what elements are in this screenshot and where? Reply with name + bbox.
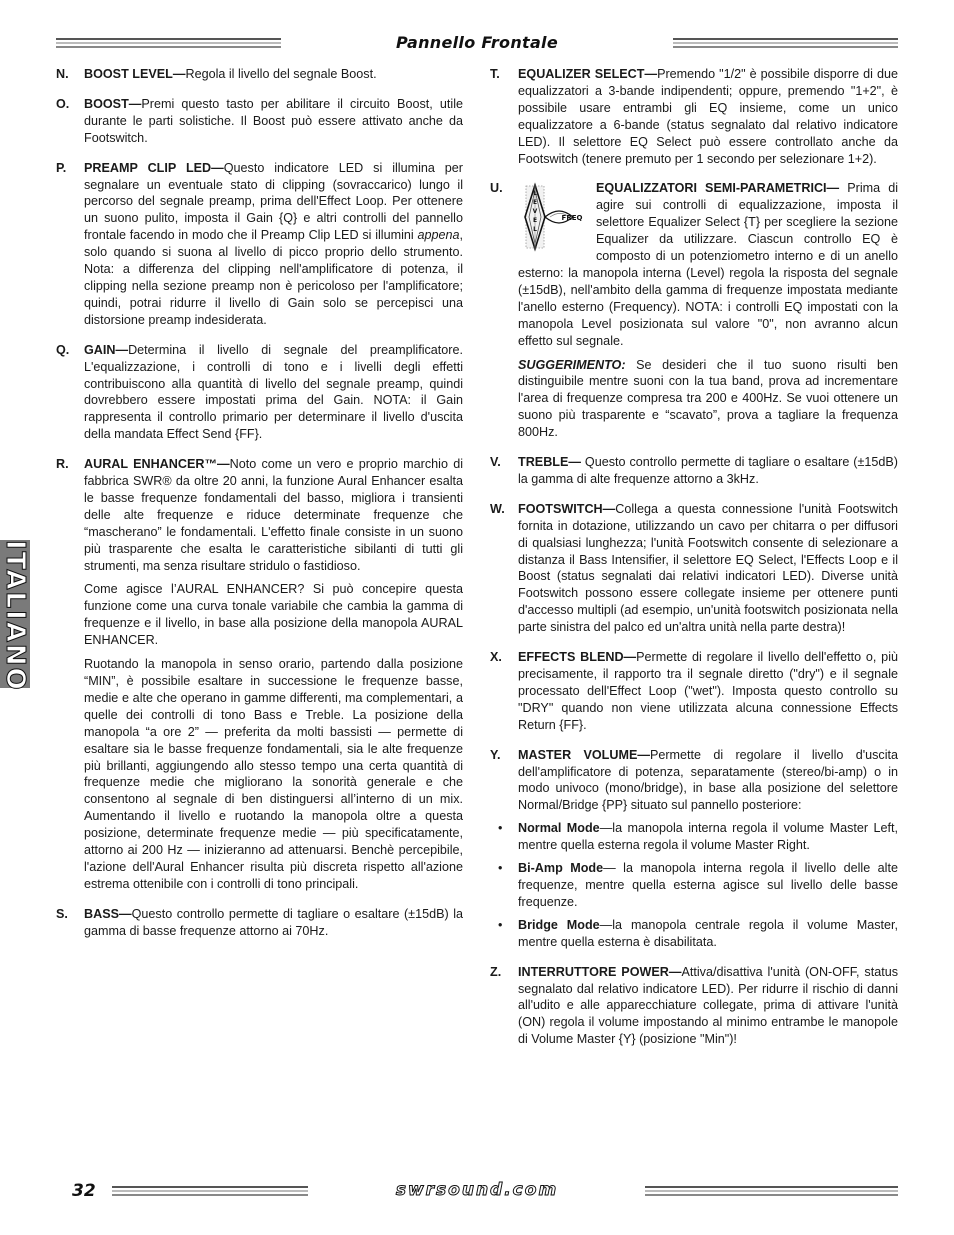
item-letter: S.: [56, 906, 68, 921]
mode-text: — la manopola interna regola il livello delle alte frequenze, mentre quella esterna agisce sul livello delle basse frequenze.: [518, 861, 898, 909]
eq-knob-diagram: [520, 182, 588, 252]
level-letter-2: E: [532, 199, 538, 207]
list-item: [490, 860, 898, 911]
level-letter-5: L: [533, 226, 537, 234]
item-term: EQUALIZER SELECT—: [518, 67, 658, 81]
item-letter: X.: [490, 650, 502, 665]
mode-text: —la manopola interna regola il volume Master Left, mentre quella esterna regola il volume Master Right.: [518, 821, 898, 853]
item-text: Questo controllo permette di tagliare o esaltare (±15dB) la gamma di basse frequenze attorno ai 70Hz.: [84, 906, 463, 938]
item-o: [56, 96, 463, 147]
item-term: INTERRUTTORE POWER—: [518, 964, 682, 979]
eq-knob-icon: [520, 182, 588, 252]
item-term: EFFECTS BLEND—: [518, 650, 637, 665]
item-letter: P.: [56, 160, 67, 175]
item-x: [490, 649, 898, 734]
footer-website[interactable]: swrsound.com: [395, 1180, 559, 1200]
item-text: Questo controllo permette di tagliare o esaltare (±15dB) la gamma di alte frequenze attorno a 3kHz.: [518, 455, 898, 486]
tip-text: Se desideri che il tuo suono risulti ben distinguibile mentre suoni con la tua band, prova ad incrementare l'area di frequenze compresa tra 200 e 400Hz. Se vuoi ottenere un suono più trasparente e “scavato”, prova a tagliare la frequenza 800Hz.: [518, 357, 898, 440]
page-number: 32: [72, 1181, 96, 1201]
item-q: [56, 342, 463, 443]
list-item: [490, 820, 898, 854]
tip-label: SUGGERIMENTO:: [518, 357, 626, 372]
item-p: [56, 160, 463, 329]
mode-term: Bridge Mode: [518, 917, 600, 932]
item-s: [56, 906, 463, 940]
level-letter-4: E: [532, 217, 538, 225]
item-term: BASS—: [84, 906, 132, 921]
item-term: EQUALIZZATORI SEMI-PARAMETRICI—: [596, 181, 840, 196]
item-text: Premendo "1/2" è possibile disporre di due equalizzatori a 3-bande indipendenti; oppure, premendo "1+2", è possibile usare entrambi gli EQ insieme, come un unico equalizzatore a 6-bande (status segnalato dal relativo indicatore LED). Il selettore EQ Select può essere controllato anche da Footswitch (tenere premuto per 1 secondo per selezionare 1+2).: [518, 67, 898, 166]
item-text: Questo indicatore LED si illumina per segnalare un eventuale stato di clipping (sovraccarico) lungo il percorso del segnale preamp, prima dell'Effect Loop. Per ottenere un suono pulito, imposta il Gain {Q} e altri controlli del pannello frontale facendo in modo che il Preamp Clip LED si illumini: [84, 160, 464, 243]
item-text: , solo quando si suona al livello di picco proprio dello strumento. Nota: a differenza del clipping nell'amplificatore di potenza, il clipping nella sezione preamp non è pericoloso per l'amplificatore; quindi, potrai ridurre il livello di Gain solo se percepisci una distorsione preamp indesiderata.: [84, 228, 463, 327]
item-text: Noto come un vero e proprio marchio di fabbrica SWR® da oltre 20 anni, la funzione Aural Enhancer esalta le basse frequenze fondamentali del basso, migliora i transienti delle alte frequenze e riduce determinate frequenze che “mascherano” le fondamentali. L'effetto finale consiste in un suono più trasparente che esalta le caratteristiche sibilanti di tutti gli strumenti, ma senza risultare stridulo o fastidioso.: [84, 457, 463, 573]
item-y: [490, 747, 898, 815]
item-text: Regola il livello del segnale Boost.: [185, 67, 377, 81]
item-paragraph: Ruotando la manopola in senso orario, partendo dalla posizione “MIN”, è possibile esaltare in successione le frequenze basse, medie e alte che operano in gamme differenti, ma complementari, a quelle dei controlli di tono Bass e Treble. La posizione della manopola “a ore 2” — preferita da molti bassisti — permette di esaltare sia le basse frequenze fondamentali, sia le alte frequenze più brillanti, aggiungendo allo stesso tempo una certa quantità di frequenze medie che migliorano la sonorità generale e che consentono al segnale di ben distinguersi all’interno di un mix. Aumentando il livello e ruotando la manopola oltre a questa posizione, determinate frequenze medie — più specificatamente, attorno ai 200 Hz — inizieranno ad attenuarsi. Benchè percepibile, l'azione dell'Aural Enhancer risulta più discreta rispetto all'azione estrema ottenibile con i controlli di tono principali.: [84, 657, 463, 891]
item-term: FOOTSWITCH—: [518, 501, 616, 516]
mode-text: —la manopola centrale regola il volume Master, mentre quella esterna è disabilitata.: [518, 917, 898, 949]
master-volume-modes-list: [490, 820, 898, 950]
item-term: GAIN—: [84, 342, 129, 357]
item-letter: R.: [56, 457, 69, 472]
left-column: [56, 66, 463, 953]
item-text-emphasis: appena: [417, 228, 460, 243]
list-item: [490, 917, 898, 951]
item-text: Collega a questa connessione l'unità Footswitch fornita in dotazione, utilizzando un cavo per chitarra o per diffusori di qualsiasi lunghezza; l'unità Footswitch consente di selezionare a distanza il Bass Intensifier, il selettore EQ Select, l'Effects Loop e il Boost (status segnalati dai relativi indicatori LED). Diverse unità Footswitch possono essere collegate insieme per ottenere punti d'accesso multipli (ad esempio, un'unità footswitch posizionata nella parte sinistra del palco ed un'altra unità nella parte destra)!: [518, 501, 898, 635]
item-r: [56, 456, 463, 893]
mode-term: Bi-Amp Mode: [518, 861, 604, 876]
item-n: [56, 66, 463, 83]
item-letter: Y.: [490, 747, 501, 762]
bullet-dot: •: [498, 861, 503, 876]
item-term: TREBLE—: [518, 455, 581, 470]
item-term: BOOST—: [84, 96, 142, 111]
item-text: Permette di regolare il livello d'uscita dell'amplificatore di potenza, separatamente (stereo/bi-amp) o in modo univoco (mono/bridge), in base alla posizione del selettore Normal/Bridge {PP} situato sul pannello posteriore:: [518, 747, 898, 813]
item-letter: W.: [490, 501, 505, 516]
item-letter: Q.: [56, 342, 70, 357]
mode-term: Normal Mode: [518, 821, 600, 836]
item-w: [490, 501, 898, 636]
item-v: [490, 454, 898, 488]
item-term: MASTER VOLUME—: [518, 747, 650, 762]
level-letter-1: L: [533, 190, 537, 198]
bullet-dot: •: [498, 917, 503, 932]
level-letter-3: V: [532, 208, 538, 216]
freq-label: FREQ: [561, 214, 583, 223]
item-z: [490, 964, 898, 1049]
item-term: AURAL ENHANCER™—: [84, 457, 230, 472]
language-side-label: ITALIANO: [0, 540, 30, 692]
item-text: Premi questo tasto per abilitare il circuito Boost, utile durante le parti solistiche. Il Boost può essere attivato anche da Footswitch.: [84, 96, 463, 145]
item-text: Attiva/disattiva l'unità (ON-OFF, status segnalato dal relativo indicatore LED). Per ridurre il rischio di danni all'udito e alle apparecchiature collegate, prima di attivare l'unità (ON) regola il volume impostando al minimo entrambe le manopole di Volume Master {Y} (posizione "Min")!: [518, 964, 898, 1047]
page-title: Pannello Frontale: [396, 33, 558, 52]
item-letter: V.: [490, 455, 501, 470]
item-letter: O.: [56, 96, 70, 111]
bullet-dot: •: [498, 821, 503, 836]
item-t: [490, 66, 898, 167]
item-letter: T.: [490, 67, 500, 81]
item-text: Determina il livello di segnale del preamplificatore. L'equalizzazione, i controlli di tono e i livelli degli effetti contribuiscono alla quantità di livello del segnale preamp, quindi dovrebbero essere impostati prima del Gain. NOTA: il Gain rappresenta il controllo primario per determinare il livello d'uscita della mandata Effect Send {FF}.: [84, 342, 463, 442]
item-letter: N.: [56, 67, 69, 81]
item-letter: U.: [490, 181, 503, 196]
item-text: Prima di agire sui controlli di equalizzazione, imposta il selettore Equalizer Select {T} per scegliere la sezione Equalizer da utilizzare. Ciascun controllo EQ è composto di un potenziometro interno e di un anello esterno: la manopola interna (Level) regola la risposta del segnale (±15dB), nell'ambito della gamma di frequenze impostata mediante l'anello esterno (Frequency). NOTA: i controlli EQ impostati con la manopola Level posizionata sul valore "0", non avranno alcun effetto sul segnale.: [518, 181, 898, 348]
item-text: Permette di regolare il livello dell'effetto o, più precisamente, il rapporto tra il segnale diretto ("dry") e il segnale processato dell'Effect Loop ("wet"). Imposta questo controllo su "DRY" quando non viene utilizzata alcuna connessione Effects Return {FF}.: [518, 650, 898, 732]
item-letter: Z.: [490, 964, 502, 979]
item-u: [490, 180, 898, 441]
footer-rule-right: [645, 1186, 898, 1196]
item-paragraph: Come agisce l’AURAL ENHANCER? Si può concepire questa funzione come una curva tonale variabile che cambia la gamma di frequenze e il livello, in base alla posizione della manopola AURAL ENHANCER.: [84, 582, 463, 648]
right-column: [490, 66, 898, 1061]
item-term: BOOST LEVEL—: [84, 67, 186, 81]
item-term: PREAMP CLIP LED—: [84, 160, 224, 175]
